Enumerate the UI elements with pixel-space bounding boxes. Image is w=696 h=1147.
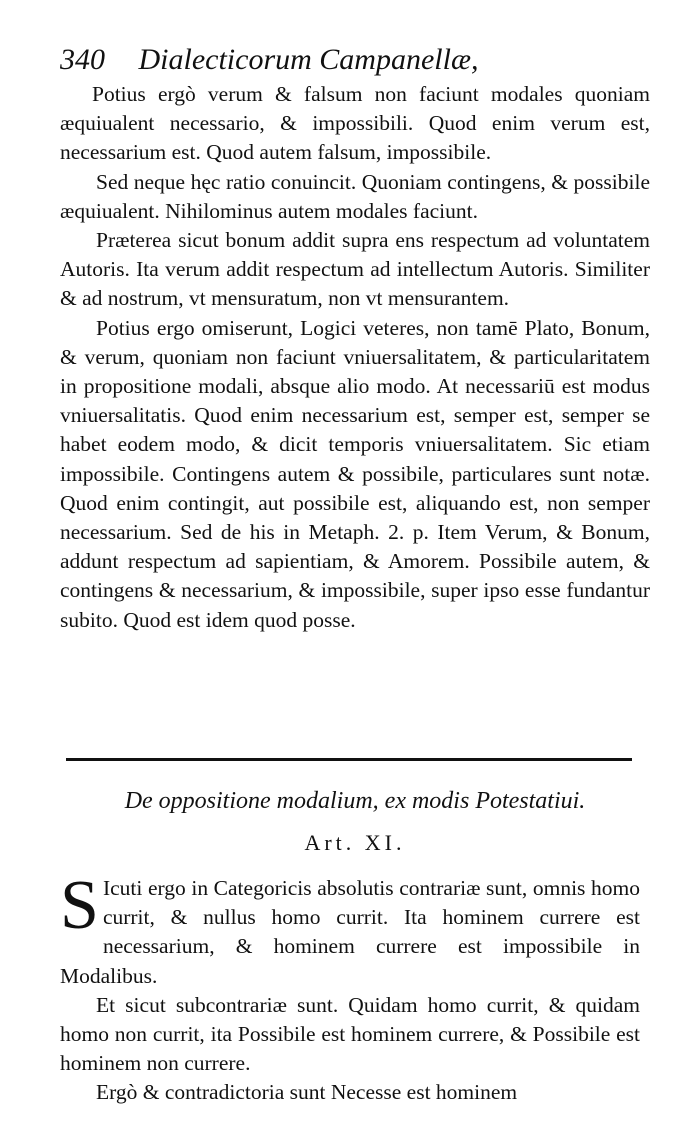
- article-heading: Art. XI.: [304, 830, 406, 855]
- article-text: [60, 867, 640, 1108]
- drop-cap-letter: S: [60, 867, 99, 944]
- article-paragraph-1: [60, 867, 640, 991]
- running-title: Dialecticorum Campanellæ,: [138, 43, 479, 76]
- page-number: 340: [60, 43, 105, 76]
- main-text: [60, 80, 650, 635]
- section-divider: [66, 758, 632, 761]
- paragraph-2: Sed neque hęc ratio conuincit. Quoniam contingens, & possibile æquiualent. Nihilominus autem modales faciunt.: [60, 169, 650, 223]
- section-title: De oppositione modalium, ex modis Potestatiui.: [124, 788, 586, 814]
- paragraph-1: Potius ergò verum & falsum non faciunt modales quoniam æquiualent necessario, & impossibili. Quod enim verum est, necessarium est. Quod autem falsum, impossibile.: [60, 82, 650, 165]
- running-header: [60, 40, 640, 80]
- article-paragraph-1-text: Icuti ergo in Categoricis absolutis contrariæ sunt, omnis homo currit, & nullus homo currit. Ita hominem currere est necessarium, & hominem currere est impossibile in Modalibus.: [60, 876, 640, 988]
- article-paragraph-3: Ergò & contradictoria sunt Necesse est hominem: [96, 1080, 518, 1105]
- paragraph-4: Potius ergo omiserunt, Logici veteres, non tamē Plato, Bonum, & verum, quoniam non faciunt vniuersalitatem, & particularitatem in propositione modali, absque alio modo. At necessariū est modus vniuersalitatis. Quod enim necessarium est, semper est, semper se habet eodem modo, & dicit temporis vniuersalitatem. Sic etiam impossibile. Contingens autem & possibile, particulares sunt notæ. Quod enim contingit, aut possibile est, aliquando est, non semper necessarium. Sed de his in Metaph. 2. p. Item Verum, & Bonum, addunt respectum ad sapientiam, & Amorem. Possibile autem, & contingens & necessarium, & impossibile, super ipso esse fundantur subito. Quod est idem quod posse.: [60, 315, 650, 632]
- article-paragraph-2: Et sicut subcontrariæ sunt. Quidam homo currit, & quidam homo non currit, ita Possibile est hominem currere, & Possibile est hominem non currere.: [60, 992, 640, 1076]
- paragraph-3: Præterea sicut bonum addit supra ens respectum ad voluntatem Autoris. Ita verum addit respectum ad intellectum Autoris. Similiter & ad nostrum, vt mensuratum, non vt mensurantem.: [60, 228, 650, 311]
